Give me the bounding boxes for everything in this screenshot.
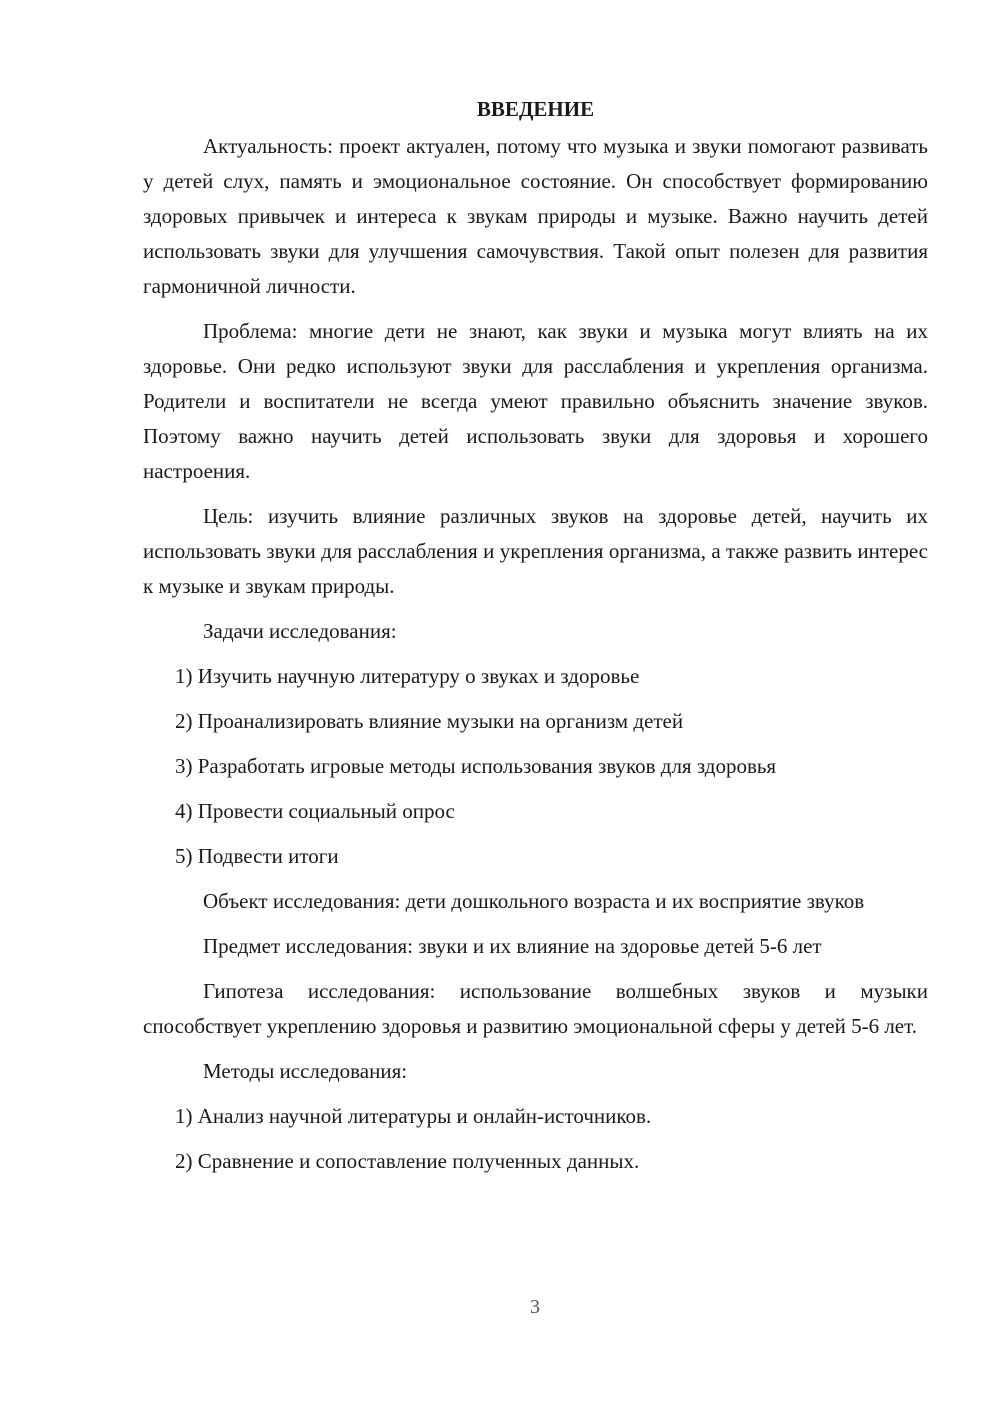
page-title: ВВЕДЕНИЕ xyxy=(476,97,595,121)
document-page xyxy=(143,92,928,1189)
list-item: 2) Сравнение и сопоставление полученных данных. xyxy=(175,1149,640,1173)
paragraph-object: Объект исследования: дети дошкольного возраста и их восприятие звуков xyxy=(203,889,865,913)
list-item: 1) Анализ научной литературы и онлайн-источников. xyxy=(175,1104,652,1128)
list-item: 2) Проанализировать влияние музыки на организм детей xyxy=(175,709,684,733)
list-item: 4) Провести социальный опрос xyxy=(175,799,455,823)
paragraph-problem: Проблема: многие дети не знают, как звуки и музыка могут влиять на их здоровье. Они редко используют звуки для расслабления и укрепления организма. Родители и воспитатели не всегда умеют правильно объяснить значение звуков. Поэтому важно научить детей использовать звуки для здоровья и хорошего настроения. xyxy=(143,319,928,483)
list-item: 5) Подвести итоги xyxy=(175,844,339,868)
paragraph-goal: Цель: изучить влияние различных звуков на здоровье детей, научить их использовать звуки для расслабления и укрепления организма, а также развить интерес к музыке и звукам природы. xyxy=(143,504,928,598)
paragraph-relevance: Актуальность: проект актуален, потому что музыка и звуки помогают развивать у детей слух, память и эмоциональное состояние. Он способствует формированию здоровых привычек и интереса к звукам природы и музыке. Важно научить детей использовать звуки для улучшения самочувствия. Такой опыт полезен для развития гармоничной личности. xyxy=(143,134,928,298)
paragraph-subject: Предмет исследования: звуки и их влияние на здоровье детей 5-6 лет xyxy=(203,934,822,958)
list-item: 3) Разработать игровые методы использования звуков для здоровья xyxy=(175,754,777,778)
list-item: 1) Изучить научную литературу о звуках и здоровье xyxy=(175,664,640,688)
methods-list xyxy=(143,1099,928,1179)
paragraph-hypothesis: Гипотеза исследования: использование волшебных звуков и музыки способствует укреплению здоровья и развитию эмоциональной сферы у детей 5-6 лет. xyxy=(143,979,928,1038)
page-number: 3 xyxy=(530,1296,540,1318)
methods-heading: Методы исследования: xyxy=(203,1059,408,1083)
tasks-list xyxy=(143,659,928,874)
tasks-heading: Задачи исследования: xyxy=(203,619,397,643)
